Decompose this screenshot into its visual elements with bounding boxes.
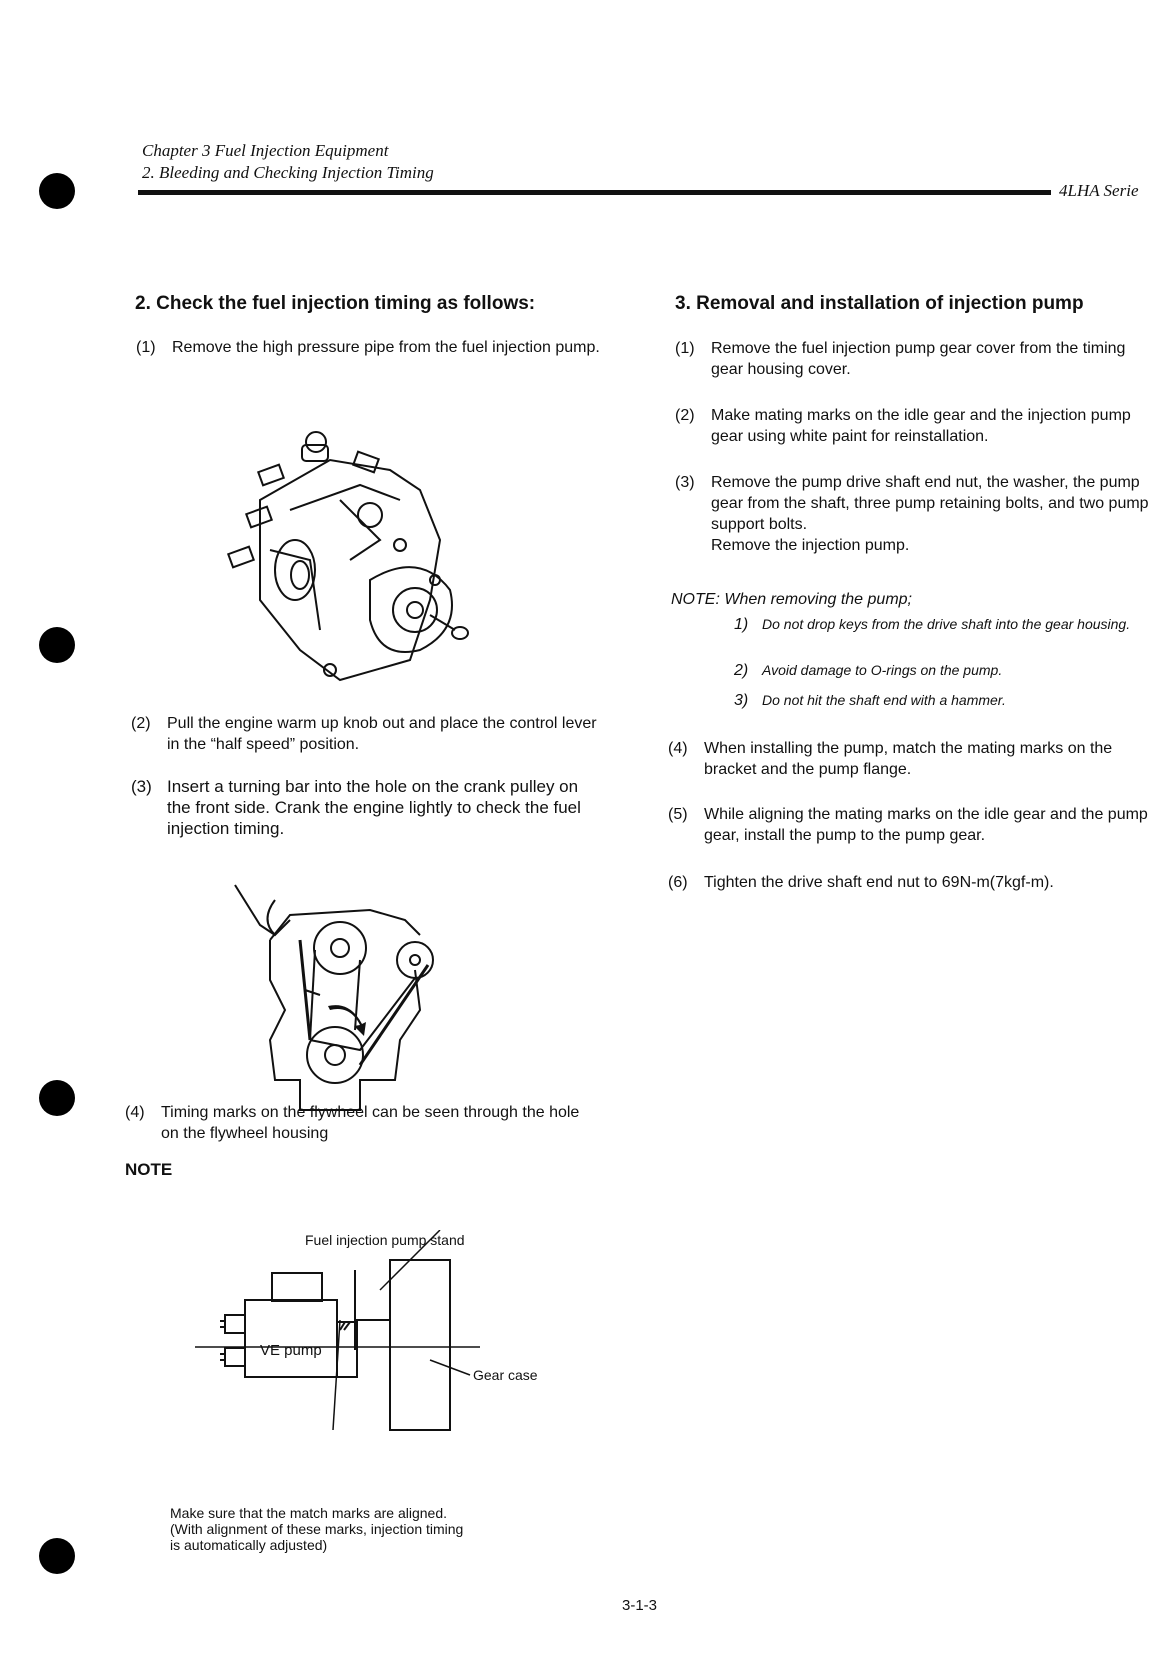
note-text: Avoid damage to O-rings on the pump. [762,662,1003,678]
step-number: (1) [136,339,156,356]
pump-label: VE pump [260,1342,322,1359]
caption-line: is automatically adjusted) [170,1537,328,1553]
pump-note-item-2 [734,660,1154,681]
diagram-caption [170,1505,570,1553]
engine-pulley-illustration [230,880,450,1120]
step-number: (3) [131,777,152,796]
caption-line: (With alignment of these marks, injection timing [170,1521,464,1537]
injection-pump-illustration [220,430,490,695]
binder-hole-2 [39,627,75,663]
right-step-1 [675,338,1155,380]
step-number: (2) [675,407,695,424]
step-text: Remove the fuel injection pump gear cover from the timing gear housing cover. [711,340,1126,378]
note-text: Do not hit the shaft end with a hammer. [762,692,1006,708]
right-step-4 [668,738,1148,780]
pump-note-head: NOTE: When removing the pump; [671,591,912,608]
step-text-followup: Remove the injection pump. [711,537,910,554]
step-text: Timing marks on the flywheel can be seen through the hole on the flywheel housing [161,1104,580,1142]
step-number: (4) [668,740,688,757]
note-number: 3) [734,692,749,709]
left-step-2 [131,713,605,755]
left-step-3 [131,776,605,839]
left-step-4 [125,1102,599,1144]
binder-hole-3 [39,1080,75,1116]
chapter-title: Chapter 3 Fuel Injection Equipment [142,141,389,160]
step-number: (6) [668,874,688,891]
step-text: Make mating marks on the idle gear and the injection pump gear using white paint for reinstallation. [711,407,1131,445]
note-text: Do not drop keys from the drive shaft into the gear housing. [762,616,1131,632]
pump-note-item-1 [734,614,1154,635]
step-number: (4) [125,1104,145,1121]
caption-line: Make sure that the match marks are aligned. [170,1505,448,1521]
right-section-title: 3. Removal and installation of injection pump [675,293,1084,314]
step-text: Remove the pump drive shaft end nut, the washer, the pump gear from the shaft, three pump retaining bolts, and two pump support bolts. [711,474,1149,533]
step-number: (1) [675,340,695,357]
step-number: (3) [675,474,695,491]
step-text: When installing the pump, match the mating marks on the bracket and the pump flange. [704,740,1113,778]
step-number: (2) [131,715,151,732]
series-label: 4LHA Serie [1059,181,1139,200]
right-step-5 [668,804,1148,846]
step-text: While aligning the mating marks on the idle gear and the pump gear, install the pump to the pump gear. [704,806,1148,844]
header-rule [138,190,1051,195]
gearcase-label: Gear case [473,1367,538,1383]
binder-hole-4 [39,1538,75,1574]
right-step-3 [675,472,1155,556]
pump-note-item-3 [734,690,1154,711]
step-text: Insert a turning bar into the hole on the crank pulley on the front side. Crank the engine lightly to check the fuel injection timing. [167,777,581,838]
note-number: 2) [734,662,749,679]
rotation-arrow-icon [328,1005,366,1036]
step-text: Tighten the drive shaft end nut to 69N-m(7kgf-m). [704,874,1054,891]
gear-case-plate [390,1260,450,1430]
step-text: Pull the engine warm up knob out and place the control lever in the “half speed” position. [167,715,597,753]
page-number: 3-1-3 [622,1597,658,1614]
right-step-6 [668,872,1148,893]
pump-alignment-diagram [180,1230,580,1450]
stand-label: Fuel injection pump stand [305,1232,465,1248]
step-number: (5) [668,806,688,823]
section-title: 2. Bleeding and Checking Injection Timing [142,163,434,182]
ve-pump-body [245,1300,337,1377]
note-label: NOTE [125,1160,173,1179]
binder-hole-1 [39,173,75,209]
left-section-title: 2. Check the fuel injection timing as follows: [135,293,536,314]
note-number: 1) [734,616,749,633]
left-step-1 [136,337,610,358]
right-step-2 [675,405,1155,447]
step-text: Remove the high pressure pipe from the fuel injection pump. [172,339,600,356]
